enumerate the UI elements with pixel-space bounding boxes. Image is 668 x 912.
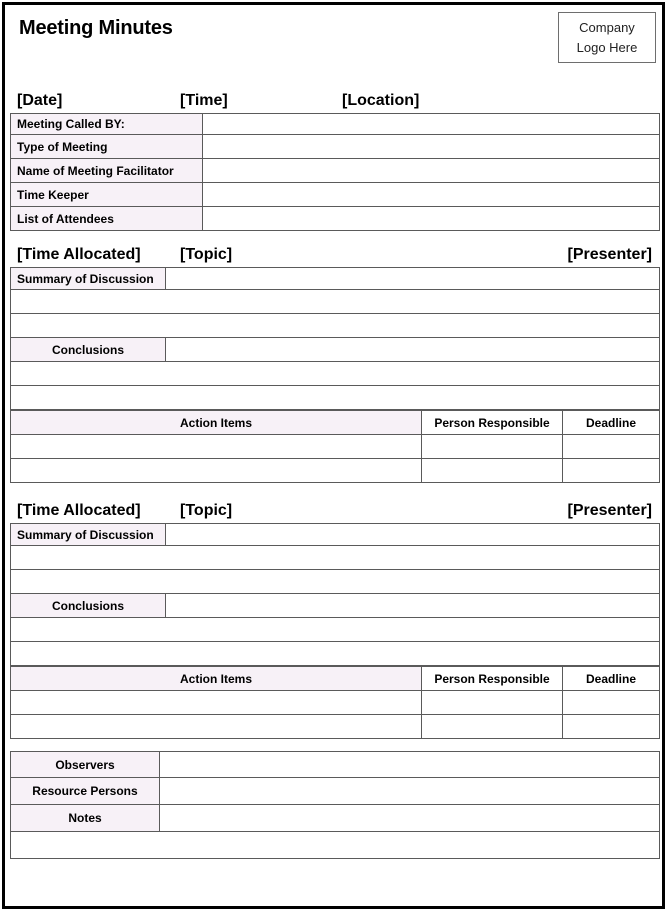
topic-1-conclusions-line[interactable] (11, 362, 660, 386)
topic-2-summary-cell[interactable] (166, 524, 660, 546)
observers-notes-table (10, 751, 660, 859)
time-placeholder[interactable]: [Time] (180, 92, 228, 109)
resource-persons-cell[interactable] (160, 778, 660, 805)
topic-1-summary-cell[interactable] (166, 268, 660, 290)
action-item-cell[interactable] (11, 691, 422, 715)
topic-1-presenter[interactable]: [Presenter] (567, 246, 652, 263)
notes-label: Notes (11, 805, 160, 832)
deadline-cell[interactable] (563, 715, 660, 739)
topic-2-deadline-header: Deadline (563, 667, 660, 691)
person-responsible-cell[interactable] (422, 691, 563, 715)
topic-2-person-responsible-header: Person Responsible (422, 667, 563, 691)
resource-persons-label: Resource Persons (11, 778, 160, 805)
observers-cell[interactable] (160, 752, 660, 778)
topic-1-conclusions-label: Conclusions (11, 338, 166, 362)
deadline-cell[interactable] (563, 691, 660, 715)
deadline-cell[interactable] (563, 459, 660, 483)
topic-2-discussion-table (10, 523, 660, 666)
topic-1-conclusions-line[interactable] (11, 386, 660, 410)
date-placeholder[interactable]: [Date] (17, 92, 63, 109)
field-label-type-of-meeting: Type of Meeting (11, 135, 203, 159)
topic-1-time-allocated[interactable]: [Time Allocated] (17, 246, 141, 263)
topic-1-conclusions-cell[interactable] (166, 338, 660, 362)
topic-1-topic[interactable]: [Topic] (180, 246, 233, 263)
observers-label: Observers (11, 752, 160, 778)
topic-1-action-items-header: Action Items (11, 411, 422, 435)
field-label-facilitator: Name of Meeting Facilitator (11, 159, 203, 183)
topic-2-conclusions-cell[interactable] (166, 594, 660, 618)
topic-1-person-responsible-header: Person Responsible (422, 411, 563, 435)
topic-2-conclusions-line[interactable] (11, 642, 660, 666)
person-responsible-cell[interactable] (422, 435, 563, 459)
topic-2-conclusions-label: Conclusions (11, 594, 166, 618)
topic-1-summary-label: Summary of Discussion (11, 268, 166, 290)
topic-2-action-items-table (10, 666, 660, 739)
notes-line[interactable] (11, 832, 660, 859)
field-value-time-keeper[interactable] (203, 183, 660, 207)
topic-1-discussion-table (10, 267, 660, 410)
topic-1-deadline-header: Deadline (563, 411, 660, 435)
field-label-meeting-called-by: Meeting Called BY: (11, 114, 203, 135)
topic-2-time-allocated[interactable]: [Time Allocated] (17, 502, 141, 519)
topic-1-action-items-table (10, 410, 660, 483)
field-value-attendees[interactable] (203, 207, 660, 231)
person-responsible-cell[interactable] (422, 715, 563, 739)
topic-2-summary-label: Summary of Discussion (11, 524, 166, 546)
notes-cell[interactable] (160, 805, 660, 832)
location-placeholder[interactable]: [Location] (342, 92, 420, 109)
company-logo-placeholder (558, 12, 656, 63)
topic-2-summary-line[interactable] (11, 570, 660, 594)
action-item-cell[interactable] (11, 715, 422, 739)
topic-1-summary-line[interactable] (11, 314, 660, 338)
field-value-type-of-meeting[interactable] (203, 135, 660, 159)
field-label-attendees: List of Attendees (11, 207, 203, 231)
topic-1-summary-line[interactable] (11, 290, 660, 314)
page-title: Meeting Minutes (19, 17, 173, 39)
logo-line-1: Company (579, 19, 635, 35)
field-value-meeting-called-by[interactable] (203, 114, 660, 135)
logo-line-2: Logo Here (576, 39, 638, 55)
action-item-cell[interactable] (11, 459, 422, 483)
action-item-cell[interactable] (11, 435, 422, 459)
topic-2-topic[interactable]: [Topic] (180, 502, 233, 519)
topic-2-conclusions-line[interactable] (11, 618, 660, 642)
topic-2-action-items-header: Action Items (11, 667, 422, 691)
deadline-cell[interactable] (563, 435, 660, 459)
topic-2-summary-line[interactable] (11, 546, 660, 570)
meeting-details-table (10, 113, 660, 231)
field-value-facilitator[interactable] (203, 159, 660, 183)
person-responsible-cell[interactable] (422, 459, 563, 483)
topic-2-presenter[interactable]: [Presenter] (567, 502, 652, 519)
field-label-time-keeper: Time Keeper (11, 183, 203, 207)
